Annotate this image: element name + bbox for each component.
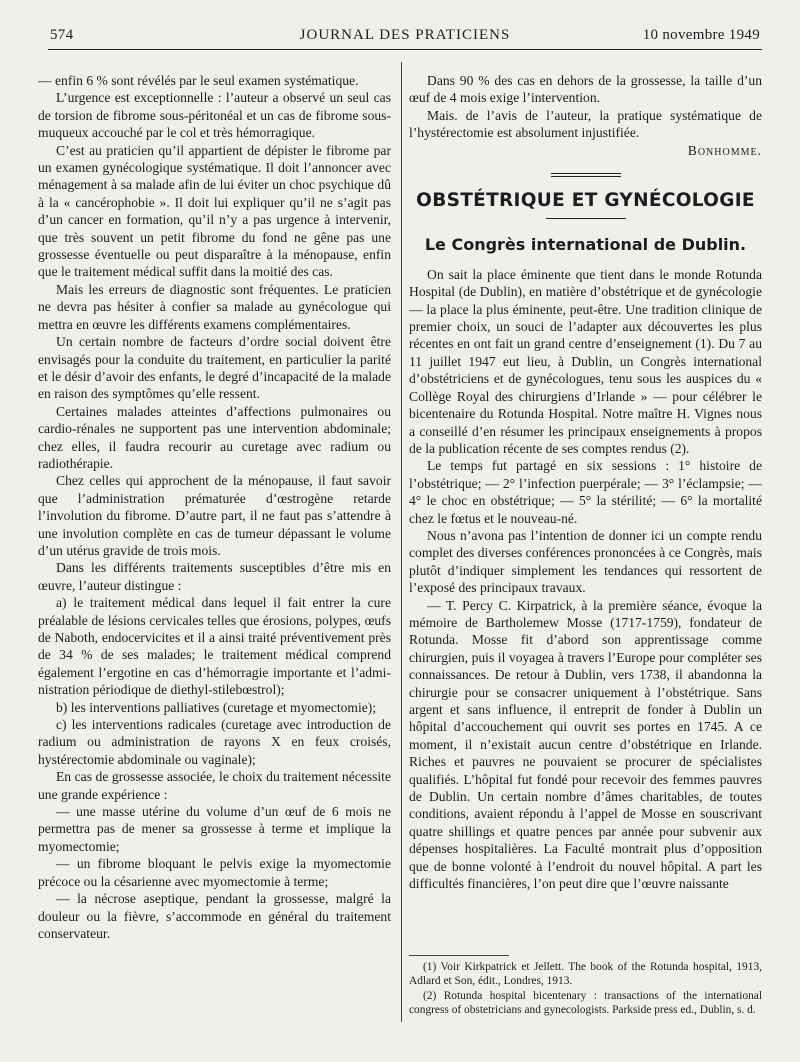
title-rule — [546, 218, 626, 219]
list-item: — un fibrome bloquant le pelvis exige la myomectomie précoce ou la césarienne avec myomectomie à terme; — [38, 856, 391, 889]
footnote: (2) Rotunda hospital bicentenary : transactions of the international congress of obstetricians and gynecologists. Parkside press ed., Dublin, s. d. — [409, 989, 762, 1017]
paragraph: Mais. de l’avis de l’auteur, la pratique systématique de l’hystérectomie est absolument injustifiée. — [409, 107, 762, 141]
paragraph: L’urgence est exceptionnelle : l’auteur a observé un seul cas de torsion de fibrome sous-péritonéal et un cas de fibrome sous-muqueux accouché par le col et très hémorragique. — [38, 90, 391, 141]
paragraph: Chez celles qui approchent de la ménopause, il faut savoir que l’administration prématurée d’œstrogène retarde l’involution du fibrome. D’autre part, il ne faut pas s’attendre à une involution complète en cas de tumeur dépassant le volume d’un utérus gravide de trois mois. — [38, 473, 391, 558]
list-item: b) les interventions palliatives (curetage et myomectomie); — [56, 699, 377, 715]
paragraph: Nous n’avona pas l’intention de donner ici un compte rendu complet des diverses conférences prononcées à ce Congrès, mais plutôt d’indiquer simplement les tendances qui ressortent de l’exposé des principaux travaux. — [409, 527, 762, 596]
list-item: — une masse utérine du volume d’un œuf de 6 mois ne permettra pas de mener sa grossesse à terme et implique la myomectomie; — [38, 804, 391, 854]
paragraph: — enfin 6 % sont révélés par le seul examen systématique. — [38, 73, 359, 88]
journal-title: JOURNAL DES PRATICIENS — [299, 27, 511, 43]
list-item: — la nécrose aseptique, pendant la grossesse, malgré la douleur ou la fièvre, s’accommode en général du traitement conservateur. — [38, 891, 391, 941]
page-number: 574 — [50, 27, 74, 43]
paragraph: On sait la place éminente que tient dans le monde Rotunda Hospital (de Dublin), en matière d’obstétrique et de gynécologie — la place la plus éminente, peut-être. Une tradition clinique de premier choix, un souci de l’adapter aux découvertes les plus récentes en ont fait un grand centre d’enseignement (1). Du 7 au 11 juillet 1947 eut lieu, à Dublin, un Congrès international d’obstétriciens et de gynécologues, tenu sous les auspices du « Collège Royal des chirurgiens d’Irlande » — pour célébrer le bicentenaire du Rotunda Hospital. Notre maître H. Vignes nous a conseillé d’en résumer les principaux enseignements à propos de la publication récente de ses comptes rendus (2). — [409, 266, 762, 456]
section-title: OBSTÉTRIQUE ET GYNÉCOLOGIE — [416, 190, 755, 212]
paragraph: Dans les différents traitements susceptibles d’être mis en œuvre, l’auteur distingue : — [38, 560, 391, 593]
list-item: a) le traitement médical dans lequel il fait entrer la cure préalable de lésions cervicales telles que érosions, polypes, œufs de Naboth, endocervicites et il a ainsi traité préventivement près de 34 % de ses malades; le traitement médical comprend également l’ergotine en cas d’hémorragie importante et l’administration périodique de diethyl-stilebœstrol); — [38, 595, 391, 698]
paragraph: Un certain nombre de facteurs d’ordre social doivent être envisagés pour la conduite du traitement, en particulier la parité et le désir d’avoir des enfants, le degré d’incapacité de la malade en raison des symptômes qu’elle ressent. — [38, 334, 391, 402]
paragraph: C’est au praticien qu’il appartient de dépister le fibrome par un examen gynécologique systématique. Il doit l’annoncer avec ménagement à sa malade afin de lui éviter un choc psychique dû à la « cancérophobie ». Il doit lui expliquer qu’il ne s’agit pas d’un cancer en formation, qu’il n’y a pas urgence à intervenir, que très souvent un petit fibrome du fond ne gêne pas une grossesse éventuelle ou peut disparaître à la ménopause, enfin que le traitement médical suffit dans la moitié des cas. — [38, 142, 391, 280]
paragraph: Certaines malades atteintes d’affections pulmonaires ou cardio-rénales ne supportent pas une intervention abdominale; chez elles, il faudra recourir au curetage avec radium ou radiothérapie. — [38, 403, 391, 471]
paragraph: — T. Percy C. Kirpatrick, à la première séance, évoque la mémoire de Bartholemew Mosse (1717-1759), fondateur de Rotunda. Mosse fit d’abord son apprentissage comme chirurgien, puis il voyagea à travers l’Europe pour compléter ses connaissances. De retour à Dublin, vers 1738, il abandonna la chirurgie pour se consacrer uniquement à l’obstétrique. Sans argent et sans influence, il entreprit de fonder à Dublin un hôpital d’accouchement qui ouvrit ses portes en 1745. A ce moment, il n’existait aucun centre d’obstétrique en Irlande. Riches et pauvres ne pouvaient se procurer de spécialistes qualifiés. L’hôpital fut fondé pour recevoir des femmes pauvres de Dublin. Un certain nombre d’âmes charitables, de toutes conditions, avaient répondu à l’appel de Mosse en souscrivant quatre shillings et quatre pences par année pour subvenir aux dépenses hospitalières. La Faculté montrait plus d’opposition que de bonne volonté à l’endroit du nouvel hôpital. A part les difficultés financières, l’on peut dire que l’œuvre naissante — [409, 597, 762, 892]
section-separator — [551, 173, 621, 177]
footnote-rule — [409, 955, 509, 956]
author-signature: Bonhomme. — [687, 142, 762, 158]
paragraph: Dans 90 % des cas en dehors de la grossesse, la taille d’un œuf de 4 mois exige l’intervention. — [409, 73, 762, 106]
list-item: c) les interventions radicales (curetage avec introduction de radium ou administration de rayons X en feux croisés, hystérectomie abdominale ou vaginale); — [38, 717, 391, 767]
article-title: Le Congrès international de Dublin. — [424, 235, 747, 255]
running-header — [50, 27, 760, 49]
paragraph: Le temps fut partagé en six sessions : 1° histoire de l’obstétrique; — 2° l’infection puerpérale; — 3° l’éclampsie; — 4° le choc en obstétrique; — 5° la stérilité; — 6° la mortalité chez le fœtus et le nouveau-né. — [409, 458, 762, 526]
paragraph: En cas de grossesse associée, le choix du traitement nécessite une grande expérience : — [38, 769, 391, 802]
footnotes — [409, 955, 762, 1018]
footnote: (1) Voir Kirkpatrick et Jellett. The book of the Rotunda hospital, 1913, Adlard et Son, édit., Londres, 1913. — [409, 961, 762, 988]
paragraph: Mais les erreurs de diagnostic sont fréquentes. Le praticien ne devra pas hésiter à confier sa malade au gynécologue qui mettra en œuvre les différents examens complémentaires. — [38, 281, 391, 332]
issue-date: 10 novembre 1949 — [642, 27, 760, 43]
left-column — [38, 72, 391, 942]
header-rule — [48, 49, 762, 50]
right-column — [409, 72, 762, 892]
column-divider — [401, 62, 402, 1022]
